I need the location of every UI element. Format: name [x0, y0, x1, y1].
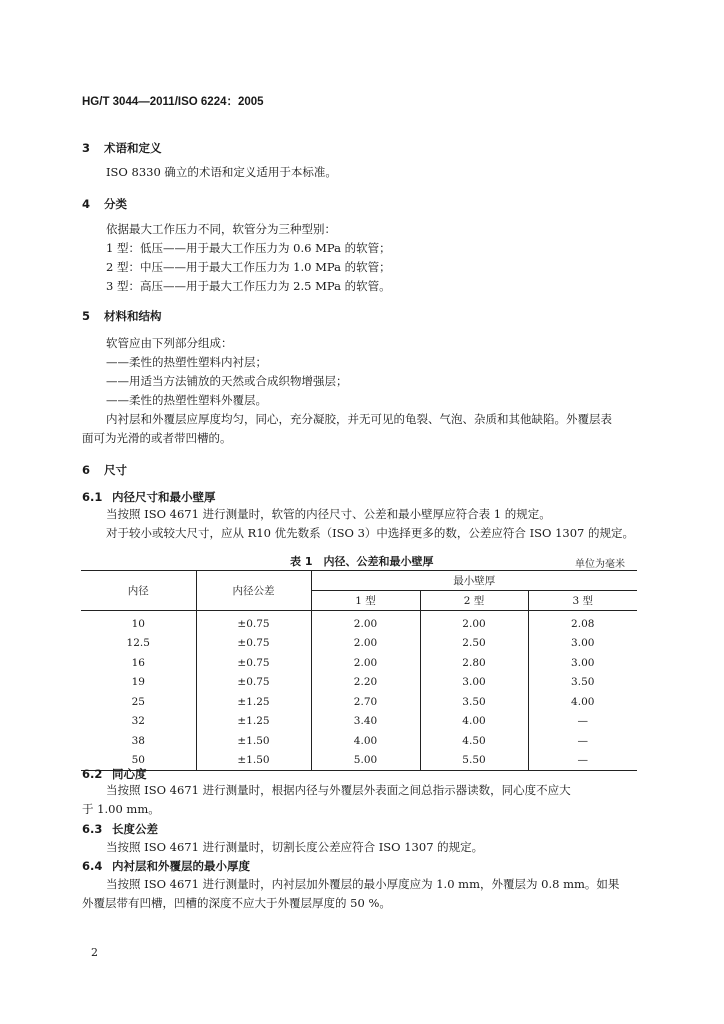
- cell-diameter: 12.5: [126, 637, 150, 650]
- section-6-2-title: 同心度: [112, 767, 147, 781]
- cell-diameter: 16: [131, 656, 145, 669]
- cell-tolerance: ±0.75: [196, 634, 311, 654]
- section-4-line: 依据最大工作压力不同，软管分为三种型别：: [106, 222, 336, 236]
- section-4-line: 2 型：中压——用于最大工作压力为 1.0 MPa 的软管；: [106, 260, 391, 274]
- cell-type-1: 4.00: [311, 731, 420, 751]
- section-5-number: 5: [82, 309, 91, 323]
- section-6-1-title: 内径尺寸和最小壁厚: [112, 490, 216, 504]
- cell-type-1: 2.00: [311, 634, 420, 654]
- section-3-title: 术语和定义: [104, 141, 162, 155]
- header-type-2: 2 型: [420, 591, 528, 611]
- section-6-title: 尺寸: [104, 463, 127, 477]
- section-6-2-heading: [82, 766, 147, 782]
- cell-tolerance: ±0.75: [196, 673, 311, 693]
- section-6-heading: [82, 462, 127, 478]
- section-4-title: 分类: [104, 197, 127, 211]
- table-row: [81, 731, 637, 751]
- cell-diameter: 19: [131, 676, 145, 689]
- table-row: [81, 751, 637, 771]
- table-row: [81, 692, 637, 712]
- cell-type-2: 4.50: [420, 731, 528, 751]
- section-5-line: 内衬层和外覆层应厚度均匀，同心，充分凝胶，并无可见的龟裂、气泡、杂质和其他缺陷。外覆层表: [106, 412, 612, 426]
- cell-tolerance: ±1.25: [196, 692, 311, 712]
- section-6-1-line: 对于较小或较大尺寸，应从 R10 优先数系（ISO 3）中选择更多的数，公差应符合 ISO 1307 的规定。: [106, 526, 635, 540]
- cell-diameter: 32: [131, 715, 145, 728]
- header-tolerance: 内径公差: [196, 571, 311, 611]
- section-4-line: 1 型：低压——用于最大工作压力为 0.6 MPa 的软管；: [106, 241, 391, 255]
- cell-type-1: 3.40: [311, 712, 420, 732]
- section-6-3-number: 6.3: [82, 822, 103, 836]
- cell-tolerance: ±1.50: [196, 751, 311, 771]
- cell-type-2: 5.50: [420, 751, 528, 771]
- section-6-number: 6: [82, 463, 91, 477]
- cell-type-2: 3.50: [420, 692, 528, 712]
- section-6-3-text: 当按照 ISO 4671 进行测量时，切割长度公差应符合 ISO 1307 的规定。: [106, 840, 484, 854]
- cell-type-3: 3.50: [528, 673, 637, 693]
- table-unit: 单位为毫米: [575, 559, 625, 570]
- table-row: [81, 634, 637, 654]
- cell-diameter: 25: [131, 695, 145, 708]
- cell-type-1: 2.00: [311, 653, 420, 673]
- table-caption: 表 1 内径、公差和最小壁厚: [290, 555, 434, 568]
- table-row: [81, 673, 637, 693]
- table-row: [81, 712, 637, 732]
- cell-tolerance: ±1.25: [196, 712, 311, 732]
- cell-type-3: —: [528, 731, 637, 751]
- cell-type-1: 2.20: [311, 673, 420, 693]
- cell-type-3: 4.00: [528, 692, 637, 712]
- section-6-4-title: 内衬层和外覆层的最小厚度: [112, 859, 250, 873]
- section-6-4-line: 当按照 ISO 4671 进行测量时，内衬层加外覆层的最小厚度应为 1.0 mm，外覆层为 0.8 mm。如果: [106, 877, 620, 891]
- cell-type-3: 3.00: [528, 653, 637, 673]
- section-3-number: 3: [82, 141, 91, 155]
- section-6-2-line: 于 1.00 mm。: [82, 802, 160, 816]
- section-5-title: 材料和结构: [104, 309, 162, 323]
- section-4-line: 3 型：高压——用于最大工作压力为 2.5 MPa 的软管。: [106, 279, 391, 293]
- cell-diameter: 50: [81, 751, 196, 771]
- table-row: [81, 611, 637, 634]
- section-4-number: 4: [82, 197, 91, 211]
- section-4-heading: [82, 196, 127, 212]
- cell-type-3: 2.08: [528, 611, 637, 634]
- cell-type-3: —: [528, 751, 637, 771]
- cell-diameter: 38: [131, 734, 145, 747]
- document-header: HG/T 3044—2011/ISO 6224：2005: [82, 96, 264, 108]
- section-6-3-heading: [82, 821, 158, 837]
- section-5-line: ——柔性的热塑性塑料外覆层。: [106, 393, 267, 407]
- section-6-3-title: 长度公差: [112, 822, 158, 836]
- section-6-4-number: 6.4: [82, 859, 103, 873]
- page-number: 2: [91, 946, 98, 959]
- header-diameter: 内径: [81, 571, 196, 611]
- header-type-3: 3 型: [528, 591, 637, 611]
- cell-type-2: 2.80: [420, 653, 528, 673]
- header-type-1: 1 型: [311, 591, 420, 611]
- cell-type-1: 2.70: [311, 692, 420, 712]
- section-5-line: 软管应由下列部分组成：: [106, 336, 233, 350]
- section-6-1-heading: [82, 489, 216, 505]
- section-6-4-line: 外覆层带有凹槽，凹槽的深度不应大于外覆层厚度的 50 %。: [82, 896, 391, 910]
- header-min-wall: 最小壁厚: [311, 571, 637, 591]
- section-6-2-line: 当按照 ISO 4671 进行测量时，根据内径与外覆层外表面之间总指示器读数，同心度不应大: [106, 783, 571, 797]
- section-6-1-line: 当按照 ISO 4671 进行测量时，软管的内径尺寸、公差和最小壁厚应符合表 1 的规定。: [106, 507, 551, 521]
- cell-type-3: 3.00: [528, 634, 637, 654]
- cell-type-1: 5.00: [311, 751, 420, 771]
- cell-type-1: 2.00: [311, 611, 420, 634]
- section-3-text: ISO 8330 确立的术语和定义适用于本标准。: [106, 165, 337, 179]
- cell-type-2: 3.00: [420, 673, 528, 693]
- dimensions-table: [81, 570, 637, 771]
- table-row: [81, 653, 637, 673]
- cell-tolerance: ±0.75: [196, 611, 311, 634]
- cell-type-2: 2.00: [420, 611, 528, 634]
- cell-type-2: 4.00: [420, 712, 528, 732]
- cell-diameter: 10: [131, 617, 145, 630]
- section-5-heading: [82, 308, 162, 324]
- cell-tolerance: ±0.75: [196, 653, 311, 673]
- section-5-line: ——柔性的热塑性塑料内衬层；: [106, 355, 267, 369]
- cell-type-3: —: [528, 712, 637, 732]
- cell-type-2: 2.50: [420, 634, 528, 654]
- cell-tolerance: ±1.50: [196, 731, 311, 751]
- section-6-2-number: 6.2: [82, 767, 103, 781]
- section-5-line: 面可为光滑的或者带凹槽的。: [82, 431, 232, 445]
- section-5-line: ——用适当方法铺放的天然或合成织物增强层；: [106, 374, 348, 388]
- section-6-1-number: 6.1: [82, 490, 103, 504]
- section-3-heading: [82, 140, 162, 156]
- section-6-4-heading: [82, 858, 250, 874]
